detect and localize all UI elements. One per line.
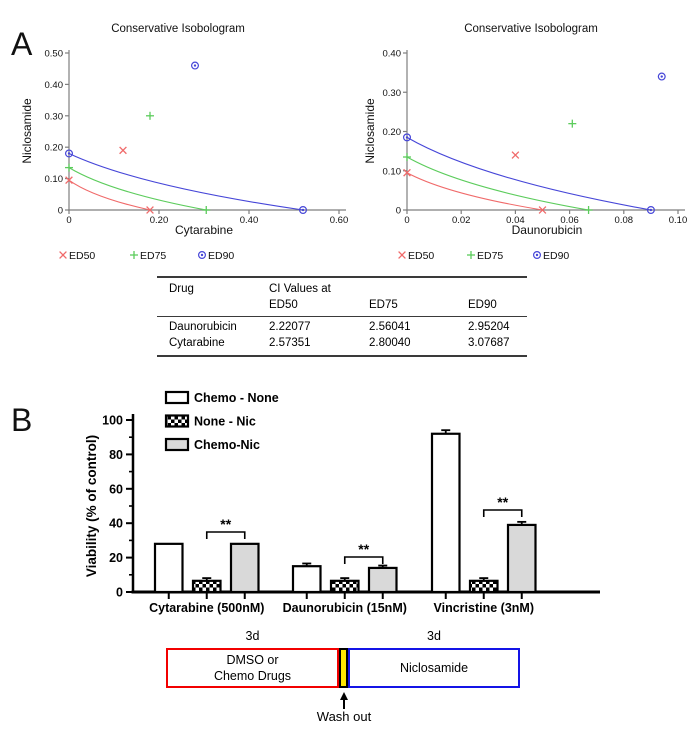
- table-header-ed90: ED90: [468, 299, 497, 312]
- svg-text:Conservative Isobologram: Conservative Isobologram: [111, 23, 245, 35]
- table-row: [157, 335, 527, 351]
- svg-text:40: 40: [109, 516, 123, 531]
- svg-text:0.40: 0.40: [239, 215, 259, 226]
- table-row: [157, 319, 527, 335]
- svg-text:ED90: ED90: [543, 250, 570, 262]
- svg-text:Chemo-Nic: Chemo-Nic: [194, 438, 260, 452]
- svg-text:0: 0: [116, 585, 123, 600]
- svg-text:Chemo - None: Chemo - None: [194, 391, 279, 405]
- svg-text:0: 0: [57, 205, 63, 217]
- table-cell-empty: [365, 281, 464, 297]
- svg-text:0.30: 0.30: [44, 111, 63, 123]
- table-cell-empty: [157, 297, 265, 313]
- timeline-niclosamide-box: [348, 648, 520, 688]
- svg-text:0.40: 0.40: [382, 48, 401, 60]
- svg-text:0: 0: [404, 215, 410, 226]
- svg-text:0.04: 0.04: [506, 215, 525, 226]
- svg-text:Viability (% of control): Viability (% of control): [84, 434, 99, 578]
- svg-text:ED75: ED75: [477, 250, 504, 262]
- svg-text:0.40: 0.40: [44, 79, 63, 91]
- svg-text:0.20: 0.20: [382, 127, 401, 138]
- svg-text:Niclosamide: Niclosamide: [363, 98, 377, 164]
- svg-text:**: **: [497, 494, 509, 510]
- svg-text:None - Nic: None - Nic: [194, 414, 256, 429]
- timeline-chemo-line1: DMSO or: [226, 652, 279, 667]
- svg-text:0.60: 0.60: [329, 215, 349, 226]
- table-cell-value: 2.95204: [468, 320, 510, 333]
- svg-text:0.20: 0.20: [44, 142, 63, 154]
- table-header-ed50: ED50: [269, 299, 298, 312]
- table-cell-value: 2.22077: [269, 320, 311, 333]
- viability-bar-chart: [80, 388, 640, 633]
- timeline-left-duration: 3d: [245, 629, 260, 643]
- svg-text:0.20: 0.20: [149, 215, 169, 226]
- svg-text:Daunorubicin (15nM): Daunorubicin (15nM): [282, 601, 407, 615]
- svg-text:60: 60: [109, 482, 123, 497]
- panel-b-label: B: [11, 402, 33, 438]
- svg-text:**: **: [220, 516, 232, 532]
- svg-text:0.06: 0.06: [560, 215, 579, 226]
- svg-text:0.10: 0.10: [382, 166, 401, 178]
- svg-text:ED50: ED50: [408, 250, 435, 262]
- up-arrow-stem: [343, 699, 345, 709]
- svg-text:Cytarabine: Cytarabine: [174, 223, 234, 237]
- timeline-chemo-line2: Chemo Drugs: [213, 669, 292, 683]
- svg-text:Niclosamide: Niclosamide: [20, 98, 34, 164]
- washout-strip: [339, 648, 348, 688]
- svg-text:0.08: 0.08: [614, 215, 634, 226]
- isobologram-cytarabine-chart: [20, 12, 350, 270]
- svg-text:ED50: ED50: [69, 250, 96, 262]
- table-cell-value: 2.56041: [369, 320, 411, 333]
- washout-label: Wash out: [316, 709, 372, 724]
- svg-text:0.30: 0.30: [382, 87, 401, 99]
- table-header-ed75: ED75: [369, 299, 398, 312]
- table-header-ci-values: CI Values at: [269, 283, 331, 295]
- svg-text:0: 0: [395, 205, 401, 217]
- timeline-chemo-box: [166, 648, 339, 688]
- svg-text:0.50: 0.50: [44, 48, 63, 60]
- svg-text:0.02: 0.02: [451, 215, 471, 226]
- table-cell-value: 3.07687: [468, 337, 510, 350]
- table-cell-value: 2.80040: [369, 337, 411, 350]
- svg-text:Conservative Isobologram: Conservative Isobologram: [464, 23, 598, 35]
- svg-text:100: 100: [102, 413, 123, 428]
- table-cell-drug: Daunorubicin: [169, 320, 237, 333]
- timeline-right-duration: 3d: [427, 629, 441, 643]
- ci-values-table: [157, 276, 527, 357]
- ci-table-header: [157, 278, 527, 317]
- svg-text:ED75: ED75: [140, 250, 167, 262]
- table-cell-drug: Cytarabine: [169, 337, 225, 350]
- svg-text:0.10: 0.10: [44, 174, 63, 186]
- svg-text:Vincristine (3nM): Vincristine (3nM): [433, 601, 534, 615]
- table-cell-value: 2.57351: [269, 337, 311, 350]
- table-cell-empty: [464, 281, 527, 297]
- svg-text:Daunorubicin: Daunorubicin: [511, 223, 583, 237]
- svg-text:ED90: ED90: [208, 250, 235, 262]
- panel-a-label: A: [11, 26, 33, 62]
- svg-text:**: **: [358, 541, 370, 557]
- svg-text:Cytarabine (500nM): Cytarabine (500nM): [149, 601, 265, 615]
- svg-text:20: 20: [109, 551, 123, 566]
- svg-text:80: 80: [109, 447, 123, 462]
- timeline-niclosamide-label: Niclosamide: [399, 660, 469, 675]
- isobologram-daunorubicin-chart: [358, 12, 700, 270]
- svg-text:0.10: 0.10: [668, 215, 688, 226]
- svg-text:0: 0: [66, 215, 72, 226]
- ci-table-body: [157, 317, 527, 355]
- table-header-drug: Drug: [169, 283, 194, 295]
